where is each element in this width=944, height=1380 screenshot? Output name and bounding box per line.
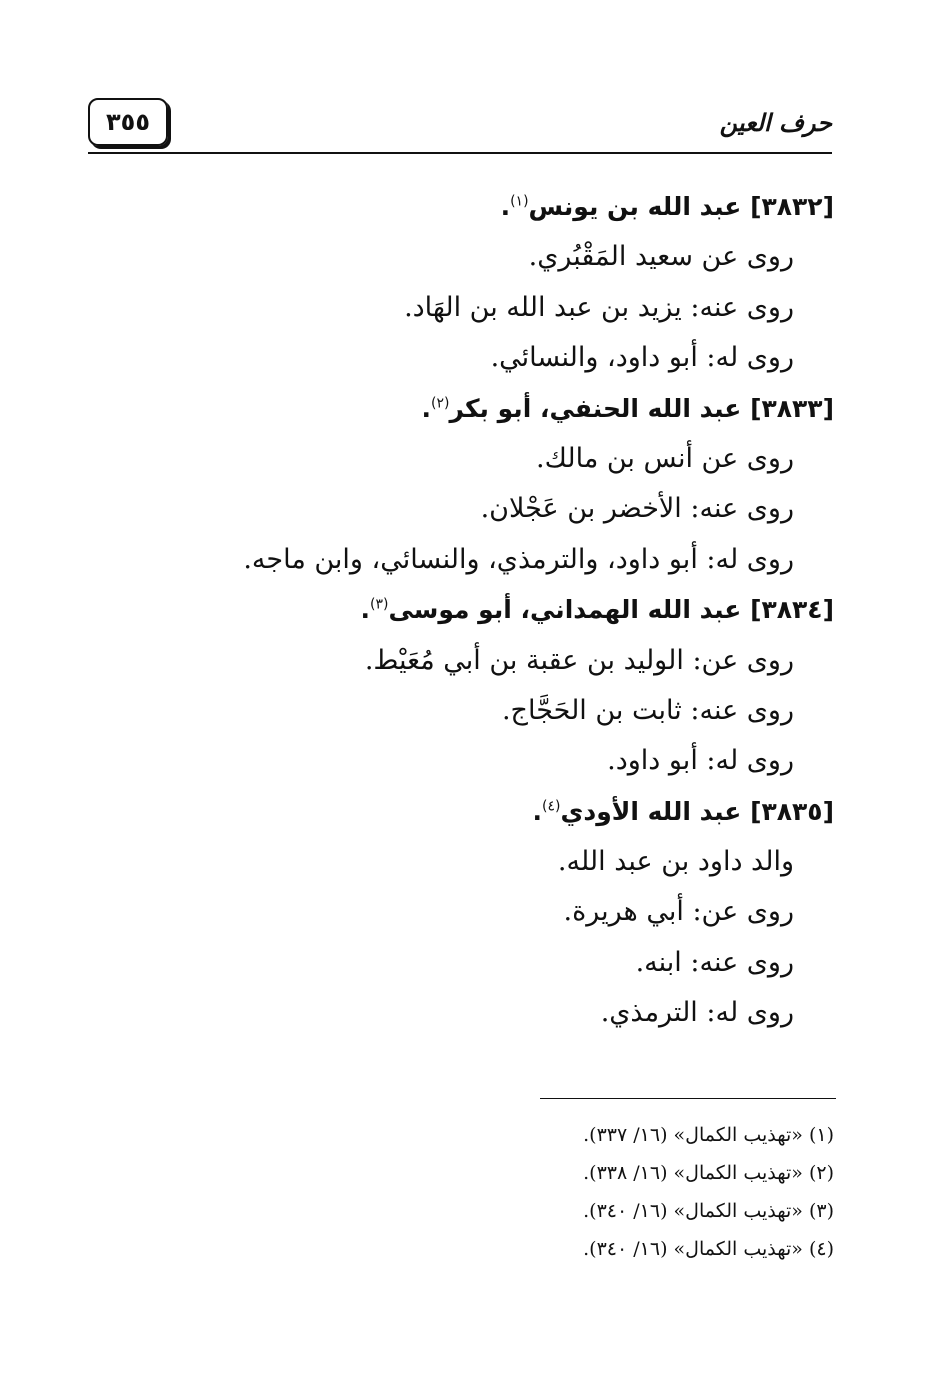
footnote: (٢) «تهذيب الكمال» (١٦/ ٣٣٨).	[583, 1162, 834, 1184]
header-rule	[88, 152, 832, 154]
footnote: (١) «تهذيب الكمال» (١٦/ ٣٣٧).	[583, 1124, 834, 1146]
entry-line: روى عنه: الأخضر بن عَجْلان.	[480, 493, 794, 525]
main-text	[114, 182, 834, 1039]
footnote-ref: (٢)	[430, 395, 450, 412]
entry-line: روى عنه: ثابت بن الحَجَّاج.	[501, 694, 794, 726]
entry-line: روى له: أبو داود، والترمذي، والنسائي، وابن ماجه.	[243, 543, 794, 575]
page-number-box	[88, 98, 168, 146]
entry-line: روى له: أبو داود.	[607, 745, 794, 777]
footnotes	[234, 1116, 834, 1268]
entry-line: روى له: أبو داود، والنسائي.	[490, 342, 794, 374]
footnote-ref: (١)	[510, 193, 529, 210]
entry-line: روى عن: الوليد بن عقبة بن أبي مُعَيْط.	[364, 644, 794, 676]
footnote: (٣) «تهذيب الكمال» (١٦/ ٣٤٠).	[583, 1200, 834, 1222]
entry-line: روى عنه: ابنه.	[635, 946, 794, 978]
running-head: حرف العين	[719, 108, 832, 137]
entry-line: والد داود بن عبد الله.	[557, 846, 794, 878]
entry-heading: [٣٨٣٢] عبد الله بن يونس$^{(١)}$.	[500, 192, 834, 221]
entry-heading: [٣٨٣٣] عبد الله الحنفي، أبو بكر$^{(٢)}$.	[421, 393, 834, 423]
entry-line: روى عن أنس بن مالك.	[536, 442, 794, 474]
footnote-rule	[540, 1098, 836, 1099]
entry-line: روى عن سعيد المَقْبُري.	[528, 241, 794, 273]
entry-heading: [٣٨٣٥] عبد الله الأودي$^{(٤)}$.	[532, 796, 834, 826]
entry-line: روى عنه: يزيد بن عبد الله بن الهَاد.	[404, 291, 794, 323]
footnote-ref: (٣)	[369, 596, 389, 613]
entry-line: روى له: الترمذي.	[600, 997, 794, 1029]
footnote: (٤) «تهذيب الكمال» (١٦/ ٣٤٠).	[583, 1238, 834, 1260]
entry-heading: [٣٨٣٤] عبد الله الهمداني، أبو موسى$^{(٣)}$.	[360, 595, 834, 625]
entry-line: روى عن: أبي هريرة.	[563, 896, 794, 928]
page-number: ٣٥٥	[106, 108, 150, 136]
footnote-ref: (٤)	[541, 798, 561, 815]
